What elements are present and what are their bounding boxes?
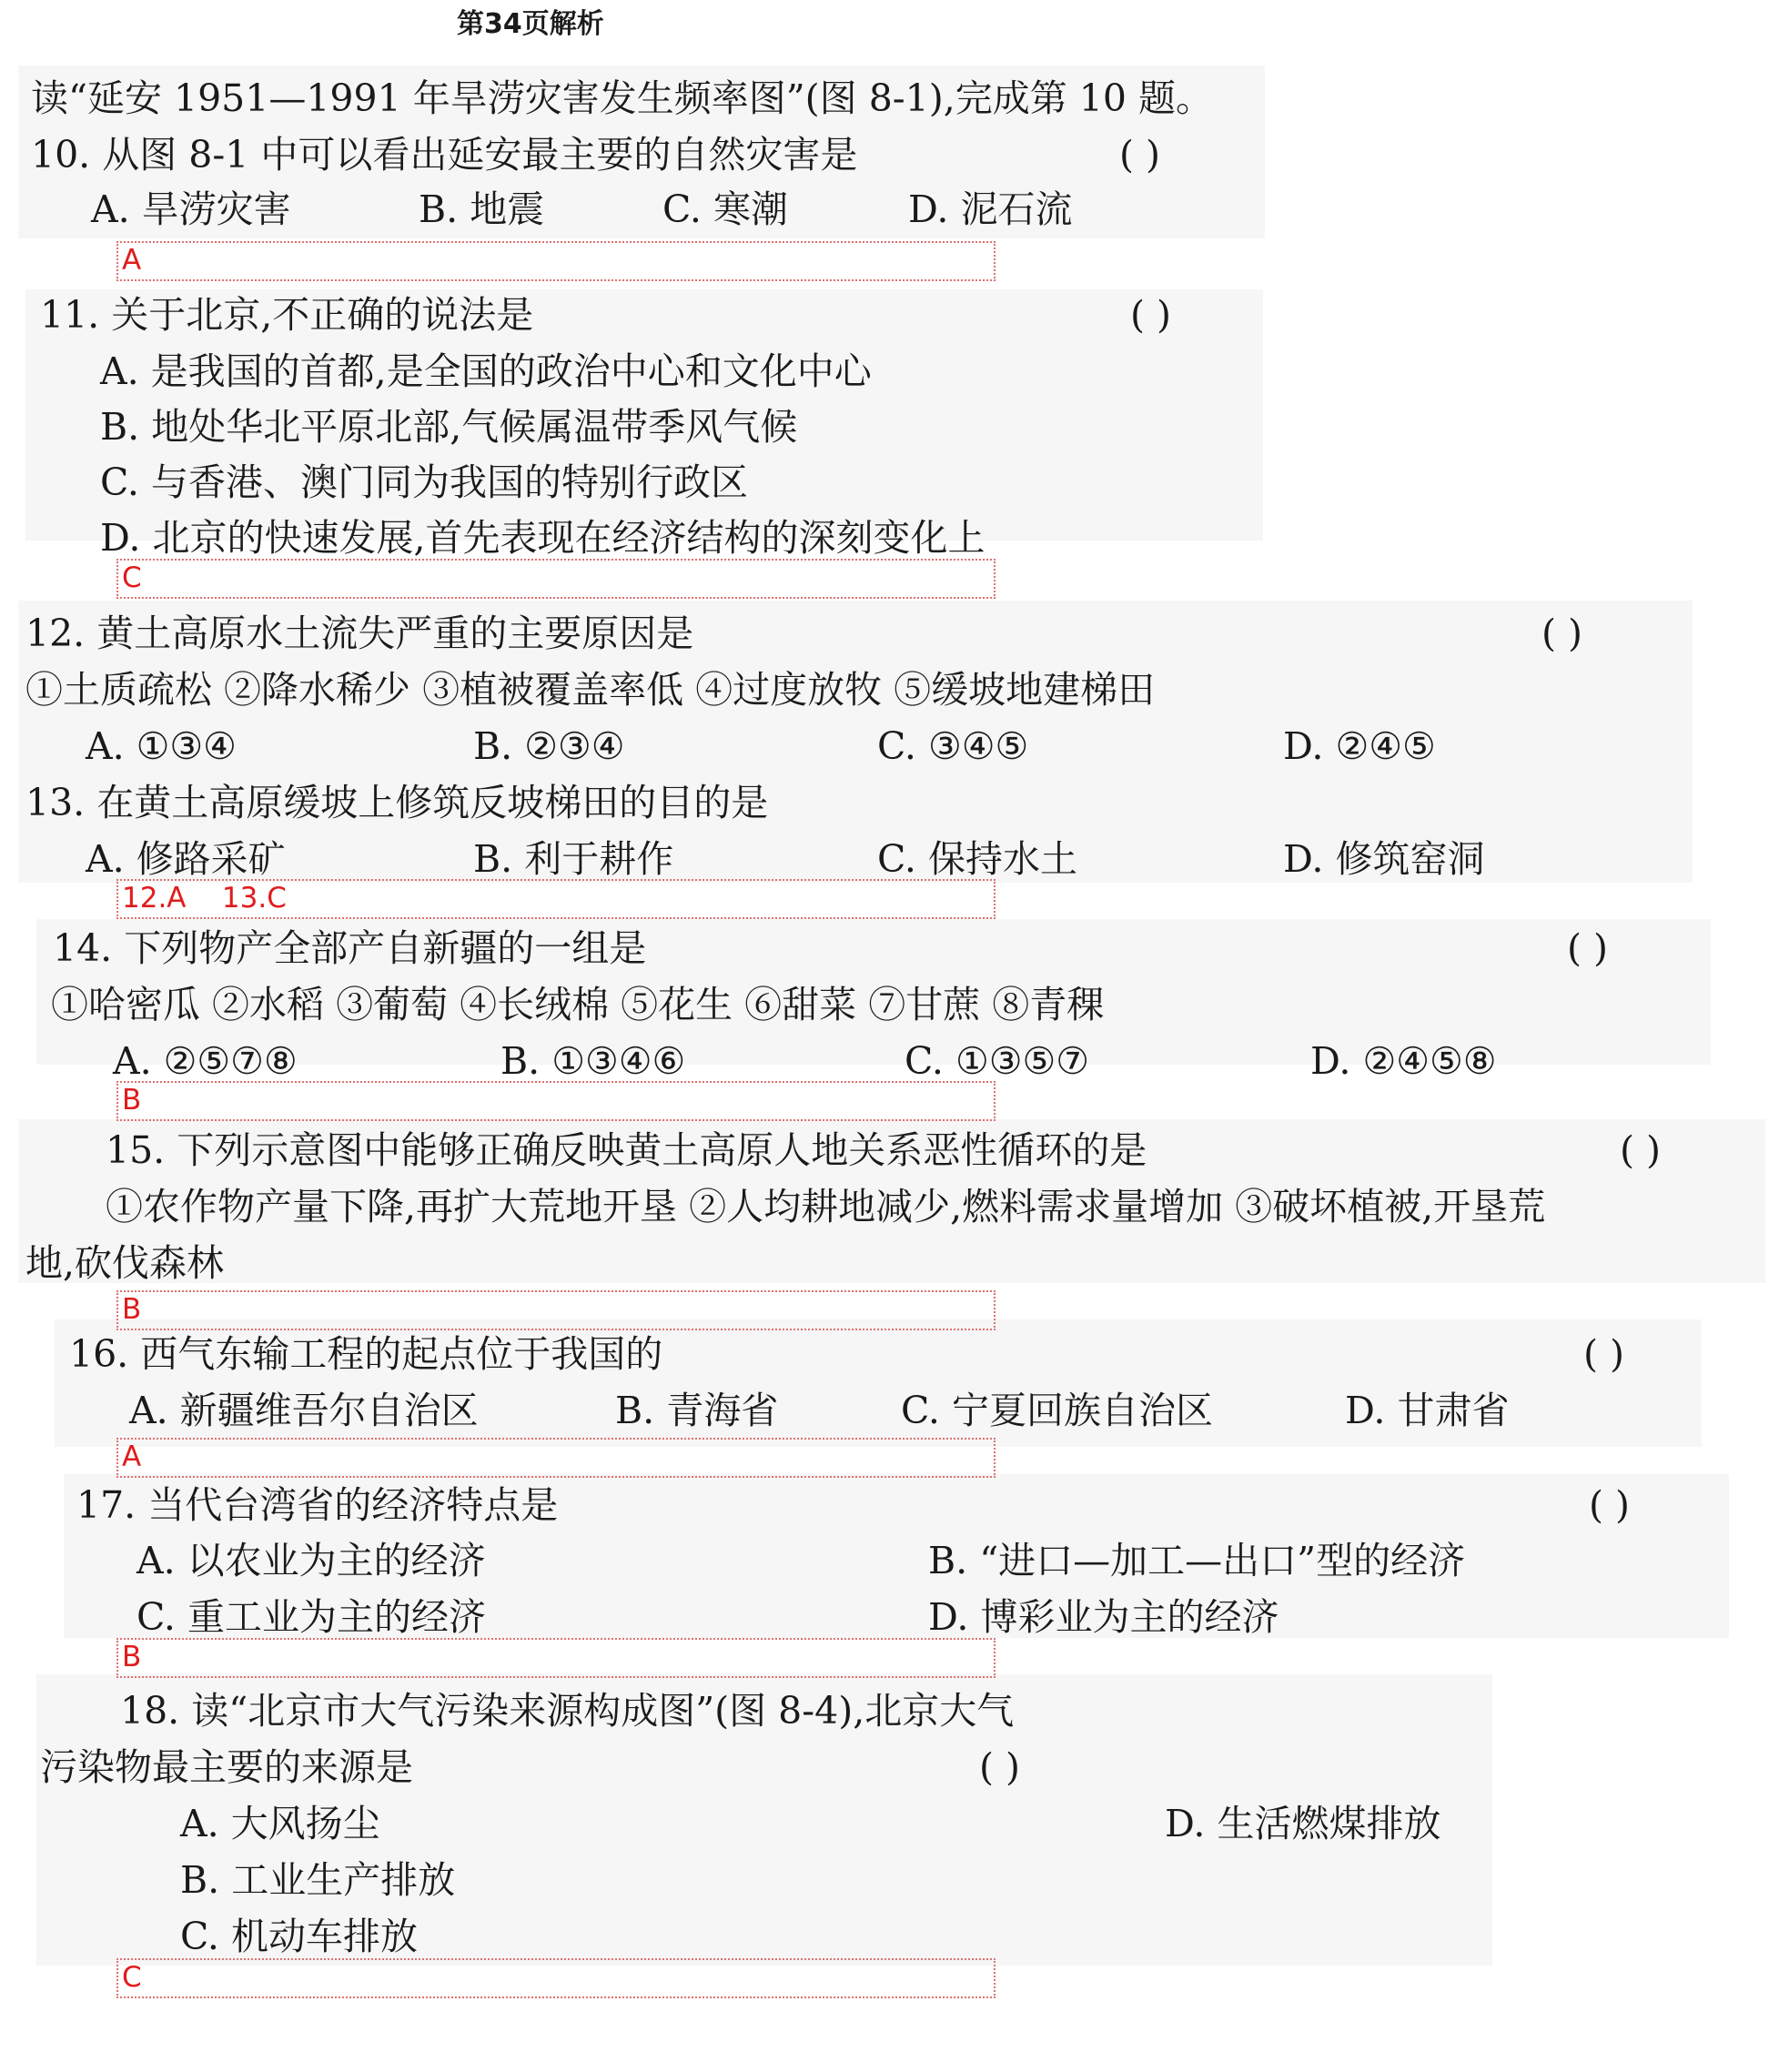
q14-answer: B bbox=[122, 1084, 142, 1117]
q15-line-2: 地,砍伐森林 bbox=[25, 1241, 225, 1285]
q15-answer: B bbox=[122, 1293, 142, 1326]
q12-q13-answer-box[interactable] bbox=[116, 879, 996, 919]
q11-option-b: B. 地处华北平原北部,气候属温带季风气候 bbox=[100, 405, 798, 449]
q11-option-c: C. 与香港、澳门同为我国的特别行政区 bbox=[100, 460, 748, 504]
q14-stem: 14. 下列物产全部产自新疆的一组是 bbox=[53, 926, 647, 970]
q14-option-d: D. ②④⑤⑧ bbox=[1310, 1039, 1497, 1083]
q10-answer-blank: ( ) bbox=[1119, 133, 1161, 177]
q16-option-d: D. 甘肃省 bbox=[1345, 1389, 1510, 1432]
q10-answer: A bbox=[122, 244, 142, 277]
q11-option-a: A. 是我国的首都,是全国的政治中心和文化中心 bbox=[100, 349, 872, 393]
q11-answer-blank: ( ) bbox=[1130, 293, 1172, 337]
q12-q13-answer: 12.A 13.C bbox=[122, 882, 287, 915]
q16-option-a: A. 新疆维吾尔自治区 bbox=[129, 1389, 479, 1432]
q14-option-b: B. ①③④⑥ bbox=[500, 1039, 686, 1083]
q10-option-b: B. 地震 bbox=[419, 187, 545, 231]
q17-option-c: C. 重工业为主的经济 bbox=[136, 1595, 486, 1639]
q17-answer: B bbox=[122, 1641, 142, 1673]
page-title: 第34页解析 bbox=[457, 8, 604, 40]
q12-options-line: ①土质疏松 ②降水稀少 ③植被覆盖率低 ④过度放牧 ⑤缓坡地建梯田 bbox=[25, 668, 1156, 712]
q18-answer: C bbox=[122, 1961, 142, 1994]
q16-answer-blank: ( ) bbox=[1583, 1332, 1625, 1376]
q18-stem-1: 18. 读“北京市大气污染来源构成图”(图 8-4),北京大气 bbox=[120, 1689, 1015, 1733]
q12-option-d: D. ②④⑤ bbox=[1283, 724, 1436, 768]
q10-stem: 10. 从图 8-1 中可以看出延安最主要的自然灾害是 bbox=[31, 133, 858, 177]
q15-answer-box[interactable] bbox=[116, 1290, 996, 1330]
q12-answer-blank: ( ) bbox=[1542, 611, 1583, 655]
q11-answer: C bbox=[122, 561, 142, 594]
q16-answer: A bbox=[122, 1440, 142, 1473]
q16-option-b: B. 青海省 bbox=[615, 1389, 779, 1432]
q12-stem: 12. 黄土高原水土流失严重的主要原因是 bbox=[25, 611, 694, 655]
q14-option-a: A. ②⑤⑦⑧ bbox=[113, 1039, 298, 1083]
q17-answer-blank: ( ) bbox=[1589, 1483, 1631, 1527]
q12-option-b: B. ②③④ bbox=[473, 724, 625, 768]
q10-option-c: C. 寒潮 bbox=[662, 187, 788, 231]
q17-option-d: D. 博彩业为主的经济 bbox=[928, 1595, 1279, 1639]
q12-option-a: A. ①③④ bbox=[86, 724, 237, 768]
q17-option-a: A. 以农业为主的经济 bbox=[136, 1539, 486, 1582]
q15-stem: 15. 下列示意图中能够正确反映黄土高原人地关系恶性循环的是 bbox=[106, 1128, 1147, 1172]
q11-option-d: D. 北京的快速发展,首先表现在经济结构的深刻变化上 bbox=[100, 516, 986, 560]
q11-answer-box[interactable] bbox=[116, 559, 996, 599]
q13-option-a: A. 修路采矿 bbox=[86, 837, 286, 881]
q18-option-d: D. 生活燃煤排放 bbox=[1165, 1802, 1441, 1845]
q18-answer-blank: ( ) bbox=[979, 1745, 1021, 1789]
q18-option-c: C. 机动车排放 bbox=[180, 1915, 418, 1958]
q10-option-d: D. 泥石流 bbox=[908, 187, 1073, 231]
q17-stem: 17. 当代台湾省的经济特点是 bbox=[76, 1483, 559, 1527]
q16-answer-box[interactable] bbox=[116, 1438, 996, 1478]
q10-answer-box[interactable] bbox=[116, 241, 996, 281]
q13-option-d: D. 修筑窑洞 bbox=[1283, 837, 1485, 881]
q16-stem: 16. 西气东输工程的起点位于我国的 bbox=[69, 1332, 663, 1376]
q13-option-b: B. 利于耕作 bbox=[473, 837, 674, 881]
q15-answer-blank: ( ) bbox=[1620, 1128, 1662, 1172]
q14-answer-blank: ( ) bbox=[1567, 926, 1609, 970]
q18-answer-box[interactable] bbox=[116, 1958, 996, 1998]
intro-text: 读“延安 1951—1991 年旱涝灾害发生频率图”(图 8-1),完成第 10 题。 bbox=[31, 76, 1213, 120]
q17-answer-box[interactable] bbox=[116, 1638, 996, 1678]
q18-option-a: A. 大风扬尘 bbox=[180, 1802, 380, 1845]
q12-option-c: C. ③④⑤ bbox=[877, 724, 1029, 768]
q10-option-a: A. 旱涝灾害 bbox=[91, 187, 291, 231]
q16-option-c: C. 宁夏回族自治区 bbox=[901, 1389, 1213, 1432]
q14-options-line: ①哈密瓜 ②水稻 ③葡萄 ④长绒棉 ⑤花生 ⑥甜菜 ⑦甘蔗 ⑧青稞 bbox=[51, 983, 1105, 1026]
q13-stem: 13. 在黄土高原缓坡上修筑反坡梯田的目的是 bbox=[25, 781, 769, 824]
q14-answer-box[interactable] bbox=[116, 1081, 996, 1121]
q11-stem: 11. 关于北京,不正确的说法是 bbox=[40, 293, 534, 337]
q14-option-c: C. ①③⑤⑦ bbox=[905, 1039, 1089, 1083]
q13-option-c: C. 保持水土 bbox=[877, 837, 1077, 881]
q18-option-b: B. 工业生产排放 bbox=[180, 1858, 456, 1902]
q18-stem-2: 污染物最主要的来源是 bbox=[40, 1745, 413, 1789]
q17-option-b: B. “进口—加工—出口”型的经济 bbox=[928, 1539, 1466, 1582]
q15-line-1: ①农作物产量下降,再扩大荒地开垦 ②人均耕地减少,燃料需求量增加 ③破坏植被,开垦荒 bbox=[106, 1185, 1546, 1228]
